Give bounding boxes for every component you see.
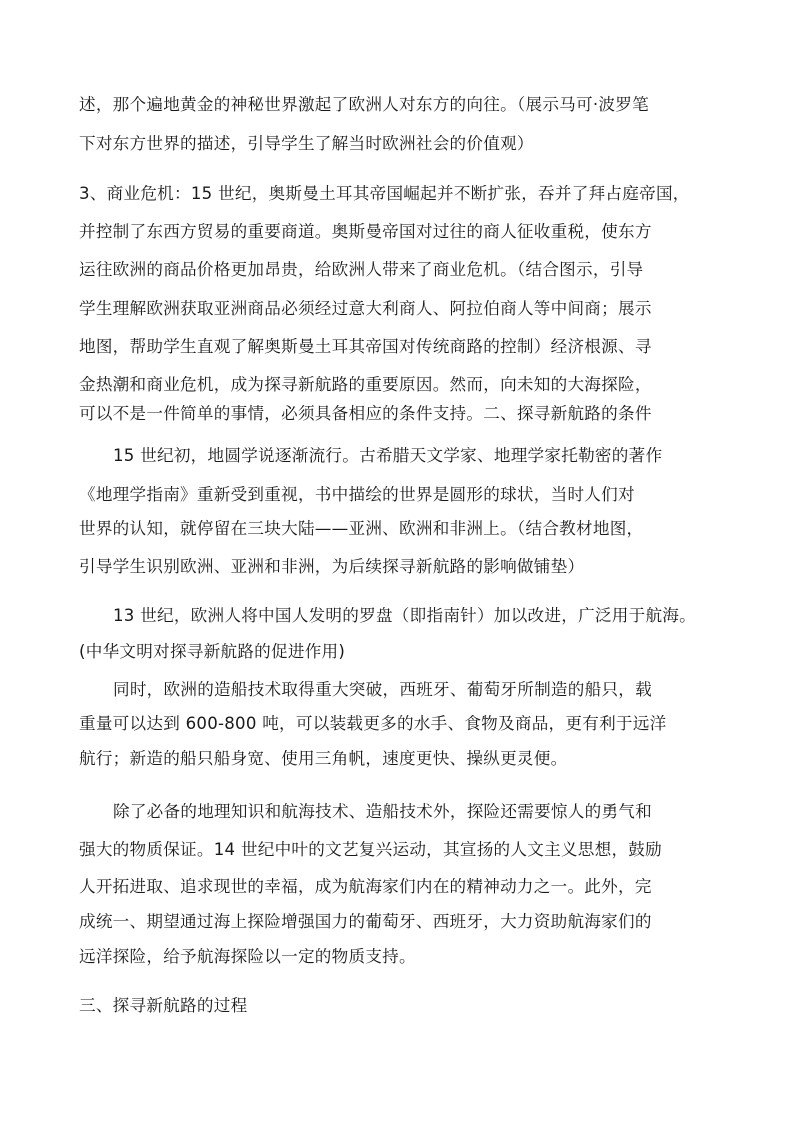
text-line: 可以不是一件简单的事情，必须具备相应的条件支持。二、探寻新航路的条件 — [79, 404, 652, 423]
text-line: 运往欧洲的商品价格更加昂贵，给欧洲人带来了商业危机。（结合图示，引导 — [79, 260, 644, 279]
text-line: 《地理学指南》重新受到重视，书中描绘的世界是圆形的球状，当时人们对 — [79, 485, 635, 504]
text-line: 述，那个遍地黄金的神秘世界激起了欧洲人对东方的向往。（展示马可·波罗笔 — [79, 95, 649, 114]
text-line: (中华文明对探寻新航路的促进作用) — [79, 642, 346, 661]
text-line: 13 世纪，欧洲人将中国人发明的罗盘（即指南针）加以改进，广泛用于航海。 — [113, 606, 696, 625]
text-line: 地图，帮助学生直观了解奥斯曼土耳其帝国对传统商路的控制）经济根源、寻 — [79, 337, 652, 356]
text-line: 世界的认知，就停留在三块大陆——亚洲、欧洲和非洲上。（结合教材地图， — [79, 519, 644, 538]
text-line: 除了必备的地理知识和航海技术、造船技术外，探险还需要惊人的勇气和 — [113, 802, 652, 821]
text-line: 引导学生识别欧洲、亚洲和非洲，为后续探寻新航路的影响做铺垫） — [79, 557, 585, 576]
text-line: 并控制了东西方贸易的重要商道。奥斯曼帝国对过往的商人征收重税，使东方 — [79, 222, 652, 241]
text-line: 成统一、期望通过海上探险增强国力的葡萄牙、西班牙，大力资助航海家们的 — [79, 912, 652, 931]
text-line: 15 世纪初，地圆学说逐渐流行。古希腊天文学家、地理学家托勒密的著作 — [113, 446, 663, 465]
section-heading: 三、探寻新航路的过程 — [79, 996, 248, 1015]
text-line: 学生理解欧洲获取亚洲商品必须经过意大利商人、阿拉伯商人等中间商；展示 — [79, 299, 652, 318]
text-line: 远洋探险，给予航海探险以一定的物质支持。 — [79, 947, 416, 966]
text-line: 同时，欧洲的造船技术取得重大突破，西班牙、葡萄牙所制造的船只，载 — [113, 680, 652, 699]
text-line: 航行；新造的船只船身宽、使用三角帆，速度更快、操纵更灵便。 — [79, 749, 568, 768]
text-line: 下对东方世界的描述，引导学生了解当时欧洲社会的价值观） — [79, 134, 534, 153]
text-line: 人开拓进取、追求现世的幸福，成为航海家们内在的精神动力之一。此外，完 — [79, 877, 652, 896]
text-line: 强大的物质保证。14 世纪中叶的文艺复兴运动，其宣扬的人文主义思想，鼓励 — [79, 840, 662, 859]
text-line: 重量可以达到 600-800 吨，可以装载更多的水手、食物及商品，更有利于远洋 — [79, 714, 667, 733]
text-line: 金热潮和商业危机，成为探寻新航路的重要原因。然而，向未知的大海探险， — [79, 375, 652, 394]
text-line: 3、商业危机：15 世纪，奥斯曼土耳其帝国崛起并不断扩张，吞并了拜占庭帝国， — [79, 184, 690, 203]
